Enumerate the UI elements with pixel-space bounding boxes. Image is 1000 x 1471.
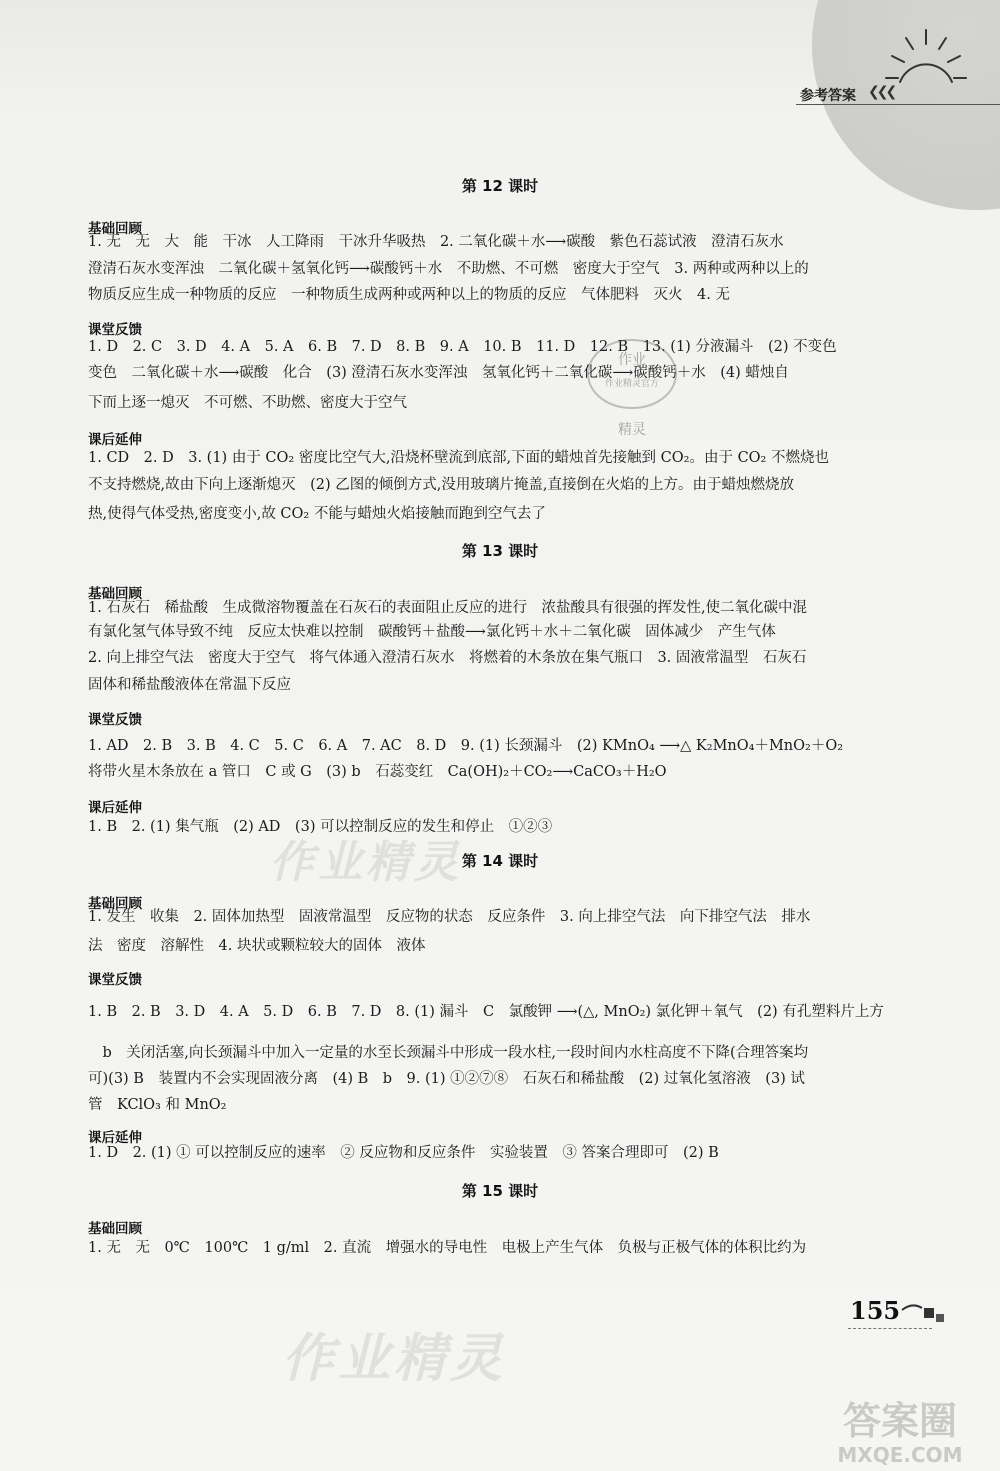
running-header-label: 参考答案 [800,88,856,104]
part-heading: 基础回顾 [88,896,142,912]
part-heading: 课后延伸 [88,432,142,448]
section-title: 第 12 课时 [461,177,539,195]
answer-line: 1. B 2. B 3. D 4. A 5. D 6. B 7. D 8. (1) 漏斗 C 氯酸钾 ⟶(△, MnO₂) 氯化钾＋氧气 (2) 有孔塑料片上方 [88,1004,884,1020]
logo-url: MXQE.COM [837,1443,963,1467]
answer-line: 1. 石灰石 稀盐酸 生成微溶物覆盖在石灰石的表面阻止反应的进行 浓盐酸具有很强的挥发性,使二氧化碳中混 [88,600,808,616]
section-title: 第 14 课时 [461,852,539,870]
part-heading: 基础回顾 [88,586,142,602]
answer-line: 下而上逐一熄灭 不可燃、不助燃、密度大于空气 [88,395,407,411]
part-heading: 课堂反馈 [88,712,142,728]
part-heading: 课堂反馈 [88,972,142,988]
section-title: 第 13 课时 [461,542,539,560]
answer-line: 不支持燃烧,故由下向上逐渐熄灭 (2) 乙图的倾倒方式,没用玻璃片掩盖,直接倒在火焰的上方。由于蜡烛燃烧放 [88,477,794,493]
answer-line: 有氯化氢气体导致不纯 反应太快难以控制 碳酸钙＋盐酸⟶氯化钙＋水＋二氧化碳 固体减少 产生气体 [88,624,776,640]
answer-line: 1. 发生 收集 2. 固体加热型 固液常温型 反应物的状态 反应条件 3. 向上排空气法 向下排空气法 排水 [88,909,811,925]
part-heading: 课后延伸 [88,1130,142,1146]
answer-line: 可)(3) B 装置内不会实现固液分离 (4) B b 9. (1) ①②⑦⑧ 石灰石和稀盐酸 (2) 过氧化氢溶液 (3) 试 [88,1071,805,1087]
double-chevron-icon: ❮❮❮ [868,84,895,100]
page-number: 155 [850,1296,901,1325]
stamp-text: 精灵 [618,422,646,438]
page-number-underline [848,1328,932,1330]
page-corner-ornament [900,1298,950,1328]
answer-line: 澄清石灰水变浑浊 二氧化碳＋氢氧化钙⟶碳酸钙＋水 不助燃、不可燃 密度大于空气 3. 两种或两种以上的 [88,261,809,277]
answer-line: 固体和稀盐酸液体在常温下反应 [88,677,291,693]
answer-line: 热,使得气体受热,密度变小,故 CO₂ 不能与蜡烛火焰接触而跑到空气去了 [88,506,546,522]
part-heading: 基础回顾 [88,1221,142,1237]
logo-text: 答案圈 [842,1399,958,1443]
answer-line: 法 密度 溶解性 4. 块状或颗粒较大的固体 液体 [88,938,426,954]
answer-line: 物质反应生成一种物质的反应 一种物质生成两种或两种以上的物质的反应 气体肥料 灭火 4. 无 [88,287,730,303]
section-title: 第 15 课时 [461,1182,539,1200]
answer-line: 2. 向上排空气法 密度大于空气 将气体通入澄清石灰水 将燃着的木条放在集气瓶口 3. 固液常温型 石灰石 [88,650,807,666]
part-heading: 课后延伸 [88,800,142,816]
answer-line: 1. D 2. (1) ① 可以控制反应的速率 ② 反应物和反应条件 实验装置 ③ 答案合理即可 (2) B [88,1145,719,1161]
answer-line: 管 KClO₃ 和 MnO₂ [88,1097,227,1113]
answer-line: 将带火星木条放在 a 管口 C 或 G (3) b 石蕊变红 Ca(OH)₂＋CO₂⟶CaCO₃＋H₂O [88,764,667,780]
header-rule [796,104,1000,105]
answer-line: 变色 二氧化碳＋水⟶碳酸 化合 (3) 澄清石灰水变浑浊 氢氧化钙＋二氧化碳⟶碳酸钙＋水 (4) 蜡烛自 [88,365,789,381]
watermark-stamp [584,334,680,444]
answer-line: 1. B 2. (1) 集气瓶 (2) AD (3) 可以控制反应的发生和停止 ①②③ [88,819,553,835]
watermark-text: 作业精灵 [282,1329,507,1389]
answer-site-logo [810,1392,990,1468]
answer-line: b 关闭活塞,向长颈漏斗中加入一定量的水至长颈漏斗中形成一段水柱,一段时间内水柱高度不下降(合理答案均 [88,1045,809,1061]
part-heading: 基础回顾 [88,221,142,237]
answer-line: 1. D 2. C 3. D 4. A 5. A 6. B 7. D 8. B 9. A 10. B 11. D 12. B 13. (1) 分液漏斗 (2) 不变色 [88,339,837,355]
answer-line: 1. AD 2. B 3. B 4. C 5. C 6. A 7. AC 8. D 9. (1) 长颈漏斗 (2) KMnO₄ ⟶△ K₂MnO₄＋MnO₂＋O₂ [88,738,844,754]
answer-line: 1. 无 无 0℃ 100℃ 1 g/ml 2. 直流 增强水的导电性 电极上产生气体 负极与正极气体的体积比约为 [88,1240,807,1256]
part-heading: 课堂反馈 [88,322,142,338]
stamp-text: 作业精灵官方 [604,379,660,389]
stamp-text: 作业 [618,352,646,368]
watermark-text: 作业精灵 [270,837,462,888]
answer-line: 1. CD 2. D 3. (1) 由于 CO₂ 密度比空气大,沿烧杯壁流到底部,下面的蜡烛首先接触到 CO₂。由于 CO₂ 不燃烧也 [88,450,829,466]
answer-line: 1. 无 无 大 能 干冰 人工降雨 干冰升华吸热 2. 二氧化碳＋水⟶碳酸 紫色石蕊试液 澄清石灰水 [88,234,784,250]
